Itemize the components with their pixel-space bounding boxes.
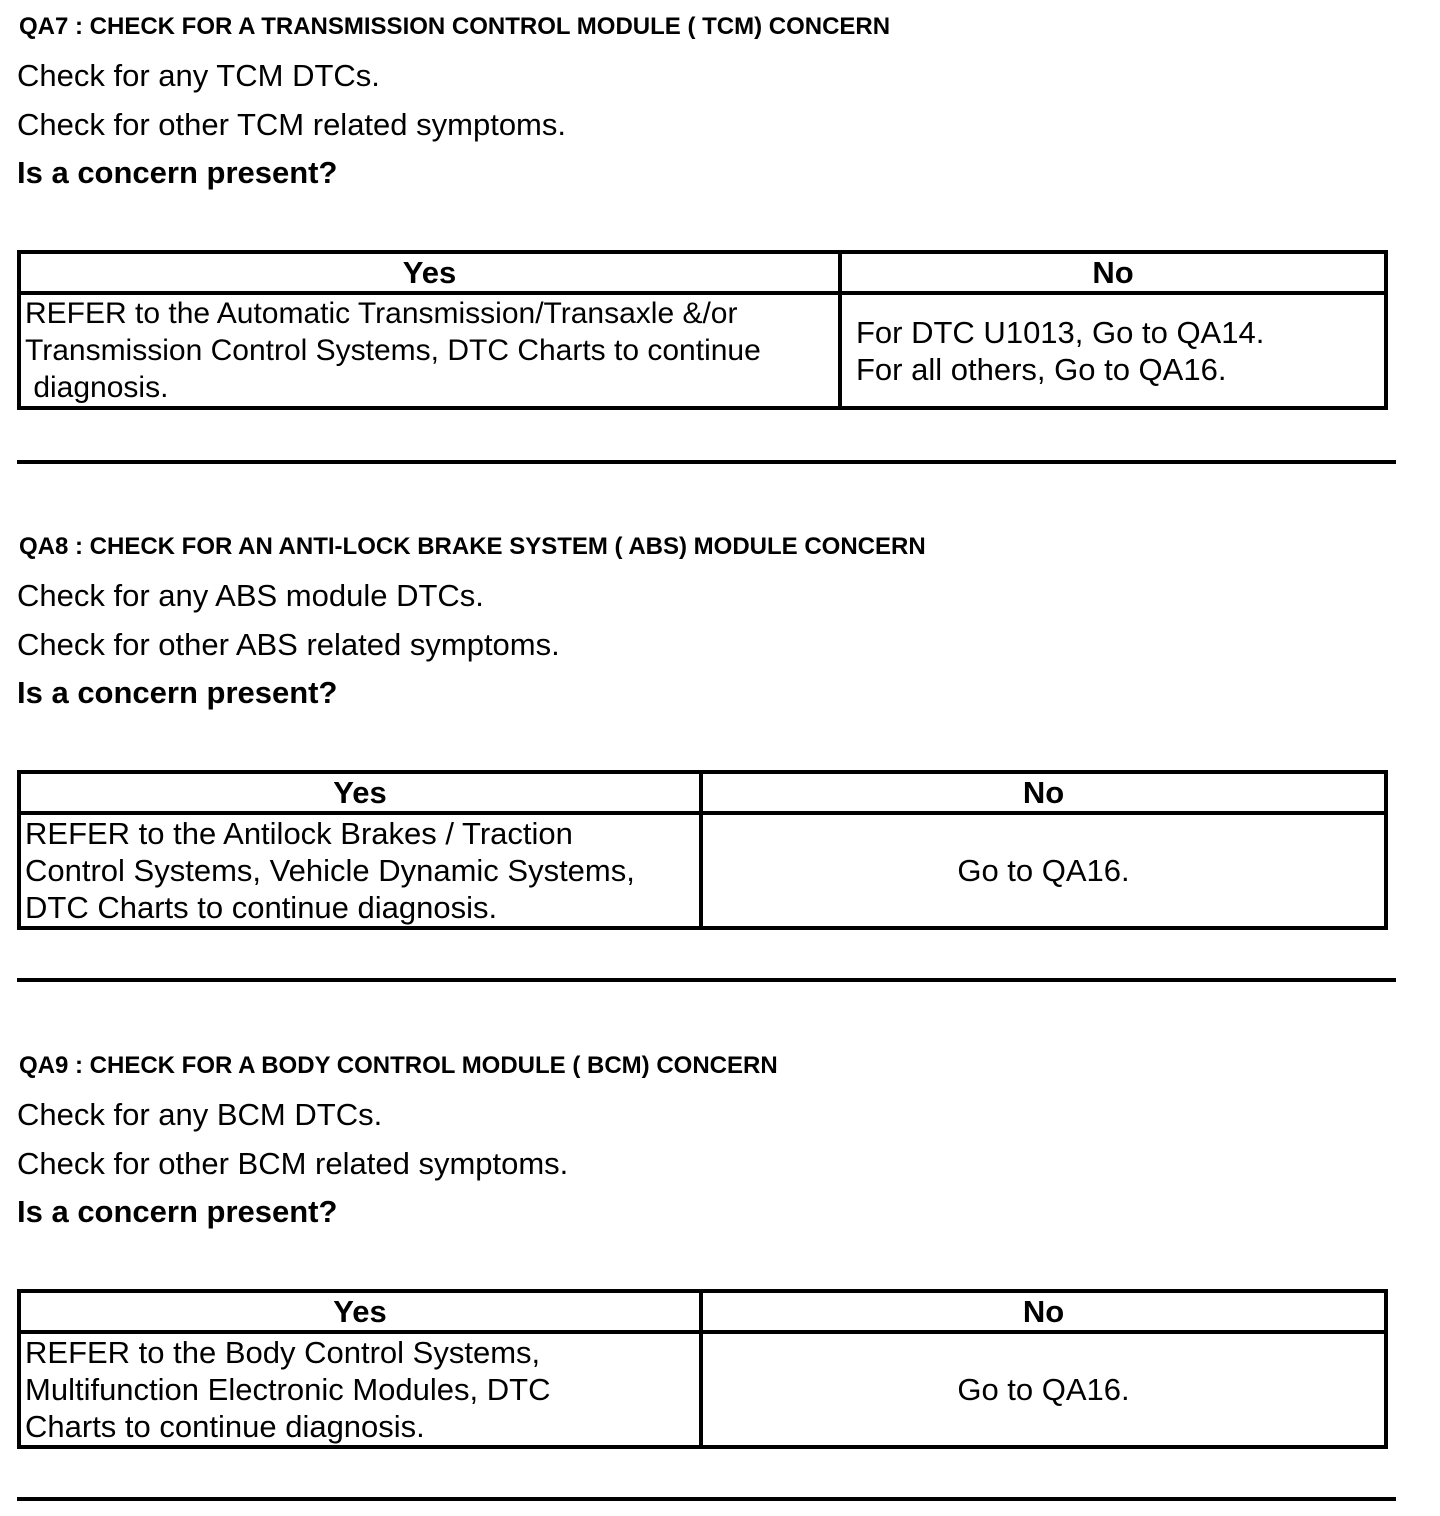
yes-text-line: Charts to continue diagnosis. bbox=[25, 1409, 425, 1444]
yes-text-line: DTC Charts to continue diagnosis. bbox=[25, 890, 498, 925]
question-text: Is a concern present? bbox=[17, 675, 338, 710]
yes-cell bbox=[19, 813, 701, 928]
no-cell bbox=[701, 813, 1386, 928]
no-cell bbox=[840, 293, 1386, 408]
yes-text-line: Control Systems, Vehicle Dynamic Systems, bbox=[25, 853, 635, 888]
instruction-line: Check for any BCM DTCs. bbox=[17, 1097, 383, 1132]
instruction-line: Check for other TCM related symptoms. bbox=[17, 107, 566, 142]
yes-header: Yes bbox=[19, 772, 701, 813]
yes-text-line: REFER to the Automatic Transmission/Transaxle &/or bbox=[25, 297, 738, 330]
section-divider bbox=[17, 978, 1396, 982]
section-heading: QA7 : CHECK FOR A TRANSMISSION CONTROL MODULE ( TCM) CONCERN bbox=[19, 13, 891, 40]
decision-table bbox=[17, 1289, 1388, 1449]
yes-text-line: diagnosis. bbox=[25, 371, 169, 404]
instruction-line: Check for other ABS related symptoms. bbox=[17, 627, 560, 662]
yes-text-line: REFER to the Body Control Systems, bbox=[25, 1335, 541, 1370]
no-text-line: For all others, Go to QA16. bbox=[856, 351, 1227, 387]
no-text-line: For DTC U1013, Go to QA14. bbox=[856, 314, 1265, 350]
yes-cell bbox=[19, 293, 840, 408]
yes-text-line: Transmission Control Systems, DTC Charts to continue bbox=[25, 334, 761, 367]
yes-text-line: REFER to the Antilock Brakes / Traction bbox=[25, 816, 573, 851]
no-header: No bbox=[701, 772, 1386, 813]
no-text-line: Go to QA16. bbox=[957, 853, 1130, 888]
section-divider bbox=[17, 460, 1396, 464]
yes-text-line: Multifunction Electronic Modules, DTC bbox=[25, 1372, 551, 1407]
instruction-line: Check for other BCM related symptoms. bbox=[17, 1146, 569, 1181]
no-cell bbox=[701, 1332, 1386, 1447]
section-heading: QA8 : CHECK FOR AN ANTI-LOCK BRAKE SYSTEM ( ABS) MODULE CONCERN bbox=[19, 533, 926, 560]
instruction-line: Check for any ABS module DTCs. bbox=[17, 578, 484, 613]
question-text: Is a concern present? bbox=[17, 155, 338, 190]
no-text-line: Go to QA16. bbox=[957, 1372, 1130, 1407]
yes-cell bbox=[19, 1332, 701, 1447]
decision-table bbox=[17, 770, 1388, 930]
decision-table bbox=[17, 250, 1388, 410]
no-header: No bbox=[840, 252, 1386, 293]
instruction-line: Check for any TCM DTCs. bbox=[17, 58, 380, 93]
question-text: Is a concern present? bbox=[17, 1194, 338, 1229]
section-divider bbox=[17, 1497, 1396, 1501]
yes-header: Yes bbox=[19, 1291, 701, 1332]
no-header: No bbox=[701, 1291, 1386, 1332]
section-heading: QA9 : CHECK FOR A BODY CONTROL MODULE ( BCM) CONCERN bbox=[19, 1052, 778, 1079]
yes-header: Yes bbox=[19, 252, 840, 293]
